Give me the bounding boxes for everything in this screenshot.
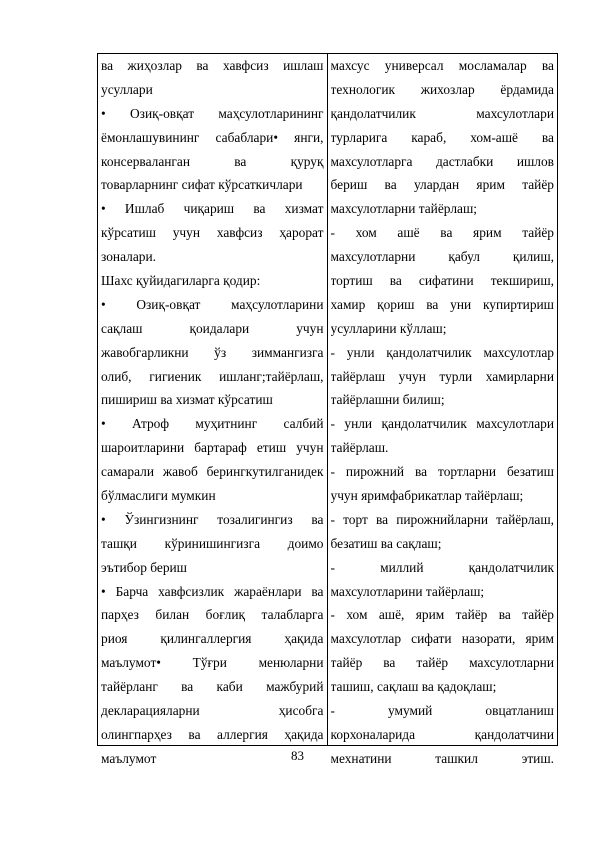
text-line: кўрсатиш учун хавфсиз ҳарорат xyxy=(101,225,324,241)
text-line: - миллий қандолатчилик xyxy=(330,559,554,575)
text-line: - унли қандолатчилик махсулотлар xyxy=(330,344,554,360)
text-line: ва жиҳозлар ва хавфсиз ишлаш xyxy=(101,58,324,73)
text-line: олиб, гигиеник ишланг;тайёрлаш, xyxy=(101,368,324,384)
text-line: махсулотларни қабул қилиш, xyxy=(330,249,554,265)
text-line: маълумот• Тўғри менюларни xyxy=(101,655,324,671)
text-line: парҳез билан боғлиқ талабларга xyxy=(101,607,324,623)
text-line: тайёрланг ва каби мажбурий xyxy=(101,679,324,695)
text-line: зоналари. xyxy=(101,249,156,265)
text-line: турларига караб, хом-ашё ва xyxy=(330,129,554,145)
text-line: эътибор бериш xyxy=(101,559,187,575)
text-line: • Ишлаб чиқариш ва хизмат xyxy=(101,201,324,217)
text-line: • Озиқ-овқат маҳсулотларини xyxy=(101,296,324,312)
text-line: сақлаш қоидалари учун xyxy=(101,320,324,336)
table-right-column xyxy=(328,54,558,766)
text-line: тайёрлаш учун турли хамирларни xyxy=(330,368,554,384)
page-number: 83 xyxy=(291,748,304,763)
text-line: - хом ашё ва ярим тайёр xyxy=(330,225,554,241)
text-line: махсулотларни тайёрлаш; xyxy=(330,201,477,217)
text-line: корхоналарида қандолатчини xyxy=(330,726,554,742)
text-line: махсус универсал мосламалар ва xyxy=(330,58,554,73)
text-line: мехнатини ташкил этиш. xyxy=(330,750,554,766)
text-line: • Озиқ-овқат маҳсулотларининг xyxy=(101,105,324,121)
text-line: бериш ва улардан ярим тайёр xyxy=(330,177,554,193)
text-line: бўлмаслиги мумкин xyxy=(101,488,216,504)
text-line: тортиш ва сифатини текшириш, xyxy=(330,273,554,289)
text-line: шароитларини бартараф етиш учун xyxy=(101,440,324,456)
text-line: олингпарҳез ва аллергия ҳақида xyxy=(101,726,324,742)
text-line: усуллари xyxy=(101,81,153,97)
text-line: махсулотлар сифати назорати, ярим xyxy=(330,631,554,647)
text-line: ёмонлашувининг сабаблари• янги, xyxy=(101,129,324,145)
text-line: тайёрлашни билиш; xyxy=(330,392,445,408)
text-line: маълумот xyxy=(101,750,157,766)
text-line: самарали жавоб берингкутилганидек xyxy=(101,464,324,480)
text-line: технологик жихозлар ёрдамида xyxy=(330,81,554,97)
text-line: махсулотларга дастлабки ишлов xyxy=(330,153,554,169)
text-line: - умумий овцатланиш xyxy=(330,703,554,719)
text-line: хамир қориш ва уни купиртириш xyxy=(330,296,554,312)
text-line: жавобгарликни ўз зиммангизга xyxy=(101,344,324,360)
text-line: консерваланган ва қуруқ xyxy=(101,153,324,169)
text-line: қандолатчилик махсулотлари xyxy=(330,105,554,121)
text-line: риоя қилингаллергия ҳақида xyxy=(101,631,324,647)
text-line: усулларини кўллаш; xyxy=(330,320,447,336)
text-line: декларацияларни ҳисобга xyxy=(101,703,324,719)
text-line: • Атроф муҳитнинг салбий xyxy=(101,416,324,432)
text-line: - торт ва пирожнийларни тайёрлаш, xyxy=(330,511,554,527)
text-line: - пирожний ва тортларни безатиш xyxy=(330,464,554,480)
text-line: товарларнинг сифат кўрсаткичлари xyxy=(101,177,303,193)
text-line: учун яримфабрикатлар тайёрлаш; xyxy=(330,488,524,504)
text-line: - унли қандолатчилик махсулотлари xyxy=(330,416,554,432)
text-line: • Барча хавфсизлик жараёнлари ва xyxy=(101,583,324,599)
text-line: • Ўзингизнинг тозалигингиз ва xyxy=(101,511,324,527)
text-line: тайёрлаш. xyxy=(330,440,389,456)
text-line: - хом ашё, ярим тайёр ва тайёр xyxy=(330,607,554,623)
text-line: Шахс қуйидагиларга қодир: xyxy=(101,273,261,289)
text-line: ташиш, сақлаш ва қадоқлаш; xyxy=(330,679,497,695)
text-line: тайёр ва тайёр махсулотларни xyxy=(330,655,554,671)
text-line: безатиш ва сақлаш; xyxy=(330,535,442,551)
text-line: ташқи кўринишингизга доимо xyxy=(101,535,324,551)
text-line: махсулотларини тайёрлаш; xyxy=(330,583,485,599)
text-line: пишириш ва хизмат кўрсатиш xyxy=(101,392,273,408)
